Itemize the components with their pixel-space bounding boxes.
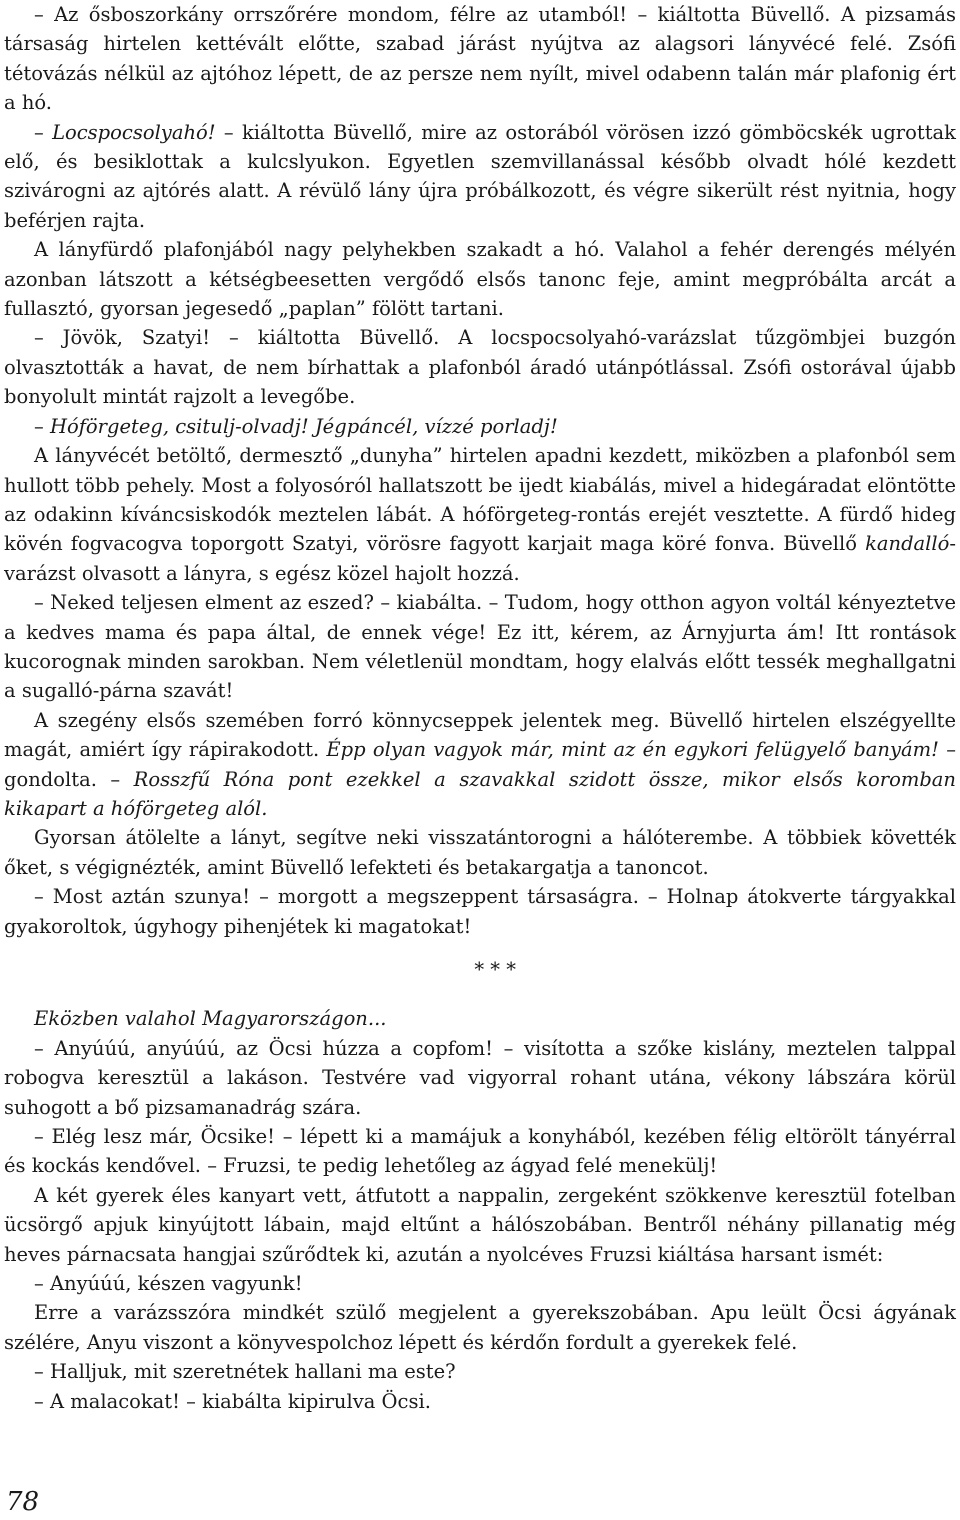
text-run: – Anyúúú, készen vagyunk!: [34, 1272, 303, 1296]
paragraph: [4, 1004, 956, 1033]
paragraph: [4, 1181, 956, 1269]
text-run: – Halljuk, mit szeretnétek hallani ma este?: [34, 1360, 456, 1384]
text-run: A lányfürdő plafonjából nagy pelyhekben szakadt a hó. Valahol a fehér derengés mélyén azonban látszott a kétségbeesetten vergődő elsős tanonc feje, amint megpróbálta arcát a fullasztó, gyorsan jegesedő „paplan” fölött tartani.: [4, 238, 956, 321]
italic-text: Locspocsolyahó!: [52, 120, 216, 144]
paragraph: [4, 323, 956, 411]
text-run: -varázst olvasott a lányra, s egész közel hajolt hozzá.: [4, 532, 956, 585]
paragraph: [4, 706, 956, 824]
page-body: [4, 0, 956, 1416]
paragraph: [4, 1357, 956, 1386]
text-run: Erre a varázsszóra mindkét szülő megjelent a gyerekszobában. Apu leült Öcsi ágyának szélére, Anyu viszont a könyvespolchoz lépett és kérdőn fordult a gyerekek felé.: [4, 1301, 956, 1354]
italic-text: Hóförgeteg, csitulj-olvadj! Jégpáncél, vízzé porladj!: [49, 414, 558, 438]
paragraph: [4, 588, 956, 706]
text-run: –: [34, 414, 50, 438]
paragraph: [4, 1122, 956, 1181]
text-run: –: [34, 120, 53, 144]
paragraph: [4, 1387, 956, 1416]
paragraph: [4, 1269, 956, 1298]
text-run: – Most aztán szunya! – morgott a megszeppent társaságra. – Holnap átokverte tárgyakkal gyakoroltok, úgyhogy pihenjétek ki magatokat!: [4, 885, 956, 938]
paragraph: [4, 882, 956, 941]
paragraph: [4, 441, 956, 588]
paragraph: [4, 412, 956, 441]
text-run: – gondolta. –: [4, 738, 956, 791]
paragraph: [4, 118, 956, 236]
paragraph: [4, 1034, 956, 1122]
text-run: – Anyúúú, anyúúú, az Öcsi húzza a copfom! – visította a szőke kislány, meztelen talppal robogva keresztül a lakáson. Testvére vad vigyorral rohant utána, vékony lábszára körül suhogott a bő pizsamanadrág szára.: [4, 1036, 956, 1119]
text-run: – Elég lesz már, Öcsike! – lépett ki a mamájuk a konyhából, kezében félig eltörölt tányérral és kockás kendővel. – Fruzsi, te pedig lehetőleg az ágyad felé menekülj!: [4, 1125, 956, 1178]
italic-text: Eközben valahol Magyarországon...: [34, 1007, 387, 1031]
text-run: A lányvécét betöltő, dermesztő „dunyha” hirtelen apadni kezdett, miközben a plafonból sem hullott több pehely. Most a folyosóról hallatszott be ijedt kiabálás, mivel a hidegáradat elöntötte az odakinn kíváncsiskodók meztelen lábát. A hóförgeteg-rontás erejét vesztette. A fürdő hideg kövén fogvacogva toporgott Szatyi, vörösre fagyott karjait maga köré fonva. Büvellő: [4, 444, 956, 556]
text-run: * * *: [474, 958, 516, 981]
text-run: Gyorsan átölelte a lányt, segítve neki visszatántorogni a hálóterembe. A többiek követték őket, s végignézték, amint Büvellő lefekteti és betakargatja a tanoncot.: [4, 826, 956, 879]
text-run: – kiáltotta Büvellő, mire az ostorából vörösen izzó gömböcskék ugrottak elő, és besiklottak a kulcslyukon. Egyetlen szemvillanással később olvadt hólé kezdett szivárogni az ajtórés alatt. A révülő lány újra próbálkozott, és végre sikerült rést nyitnia, hogy beférjen rajta.: [4, 120, 956, 232]
italic-text: Épp olyan vagyok már, mint az én egykori felügyelő banyám!: [326, 738, 939, 762]
text-run: – Az ősboszorkány orrszőrére mondom, félre az utamból! – kiáltotta Büvellő. A pizsamás társaság hirtelen kettévált előtte, szabad járást nyújtva az alagsori lányvécé felé. Zsófi tétovázás nélkül az ajtóhoz lépett, de az persze nem nyílt, mivel odabenn talán már plafonig ért a hó.: [4, 3, 956, 115]
text-run: A két gyerek éles kanyart vett, átfutott a nappalin, zergeként szökkenve keresztül fotelban ücsörgő apjuk kinyújtott lábain, majd eltűnt a hálószobában. Bentről néhány pillanatig még heves párnacsata hangjai szűrődtek ki, azután a nyolcéves Fruzsi kiáltása harsant ismét:: [4, 1183, 956, 1266]
text-run: – Neked teljesen elment az eszed? – kiabálta. – Tudom, hogy otthon agyon voltál kényeztetve a kedves mama és papa által, de ennek vége! Ez itt, kérem, az Árnyjurta ám! Itt rontások kucorognak minden sarokban. Nem véletlenül mondtam, hogy elalvás előtt tessék meghallgatni a sugalló-párna szavát!: [4, 591, 956, 703]
text-run: – Jövök, Szatyi! – kiáltotta Büvellő. A locspocsolyahó-varázslat tűzgömbjei buzgón olvasztották a havat, de nem bírhattak a plafonból áradó utánpótlással. Zsófi ostorával újabb bonyolult mintát rajzolt a levegőbe.: [4, 326, 956, 409]
page-number: 78: [6, 1487, 40, 1517]
text-run: A szegény elsős szemében forró könnycseppek jelentek meg. Büvellő hirtelen elszégyellte magát, amiért így rápirakodott.: [4, 708, 956, 762]
text-run: – A malacokat! – kiabálta kipirulva Öcsi.: [34, 1389, 431, 1413]
paragraph: [4, 0, 956, 118]
italic-text: Rosszfű Róna pont ezekkel a szavakkal szidott össze, mikor elsős koromban kikapart a hóförgeteg alól.: [4, 767, 956, 820]
paragraph: [4, 235, 956, 323]
section-break: [4, 955, 956, 984]
paragraph: [4, 823, 956, 882]
paragraph: [4, 1298, 956, 1357]
italic-text: kandalló: [865, 532, 950, 556]
